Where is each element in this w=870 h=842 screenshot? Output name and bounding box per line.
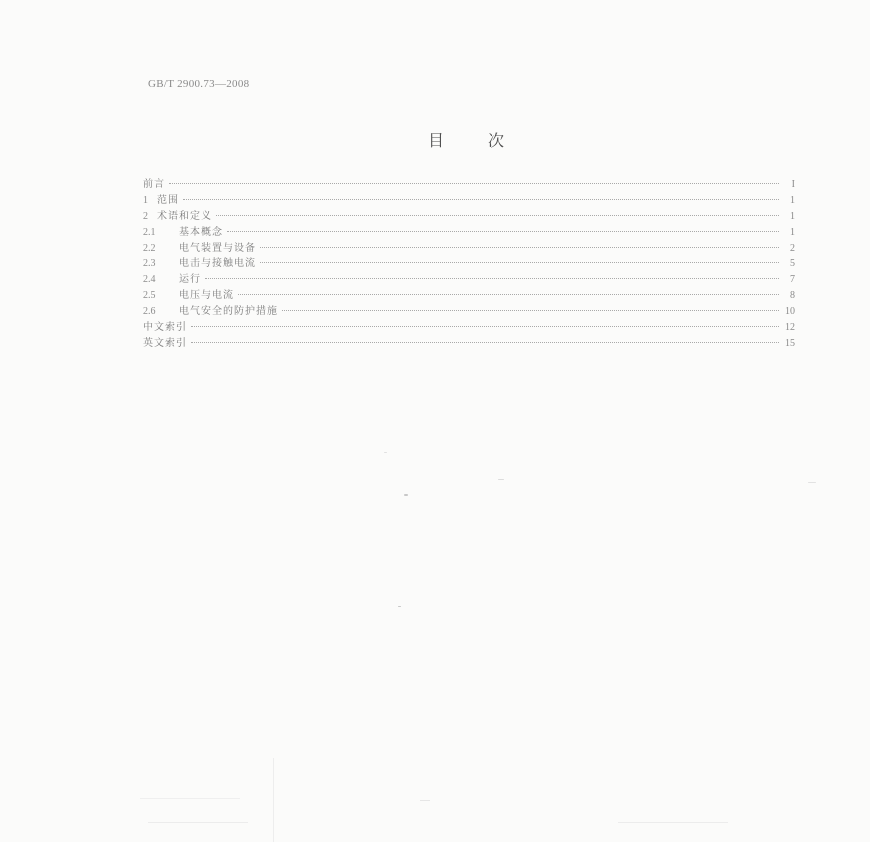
toc-entry-number: 2 bbox=[143, 210, 148, 222]
toc-leader-dots bbox=[191, 326, 779, 327]
toc-entry-2-1[interactable] bbox=[143, 223, 795, 239]
toc-entry-title: 电气装置与设备 bbox=[179, 242, 256, 254]
toc-entry-2-5[interactable] bbox=[143, 286, 795, 302]
toc-entry-foreword[interactable] bbox=[143, 175, 795, 191]
toc-entry-title: 运行 bbox=[179, 274, 201, 286]
toc-list bbox=[143, 175, 795, 350]
toc-leader-dots bbox=[238, 294, 779, 295]
toc-entry-page: 5 bbox=[790, 258, 795, 270]
toc-entry-terms[interactable] bbox=[143, 207, 795, 223]
toc-entry-2-6[interactable] bbox=[143, 302, 795, 318]
toc-entry-page: 1 bbox=[790, 210, 795, 222]
scan-speck bbox=[498, 479, 504, 480]
toc-leader-dots bbox=[216, 215, 779, 216]
toc-leader-dots bbox=[191, 342, 779, 343]
toc-entry-title: 基本概念 bbox=[179, 226, 223, 238]
toc-entry-2-4[interactable] bbox=[143, 270, 795, 286]
toc-leader-dots bbox=[260, 262, 779, 263]
scan-edge bbox=[148, 822, 248, 823]
toc-entry-number: 2.3 bbox=[143, 258, 156, 270]
toc-entry-english-index[interactable] bbox=[143, 334, 795, 350]
toc-entry-number: 2.4 bbox=[143, 274, 156, 286]
toc-entry-number: 1 bbox=[143, 194, 148, 206]
toc-leader-dots bbox=[282, 310, 779, 311]
toc-entry-title: 前言 bbox=[143, 179, 165, 190]
toc-entry-scope[interactable] bbox=[143, 191, 795, 207]
toc-entry-page: 1 bbox=[790, 194, 795, 206]
toc-entry-2-3[interactable] bbox=[143, 254, 795, 270]
toc-entry-page: 1 bbox=[790, 226, 795, 238]
standard-code: GB/T 2900.73—2008 bbox=[148, 78, 250, 90]
toc-entry-page: 8 bbox=[790, 290, 795, 302]
toc-title: 目次 bbox=[428, 131, 549, 150]
scan-speck bbox=[808, 482, 816, 483]
toc-entry-title: 电击与接触电流 bbox=[179, 258, 256, 270]
toc-leader-dots bbox=[205, 278, 779, 279]
toc-entry-title: 电压与电流 bbox=[179, 290, 234, 302]
toc-entry-number: 2.5 bbox=[143, 290, 156, 302]
toc-entry-2-2[interactable] bbox=[143, 239, 795, 255]
scan-edge bbox=[420, 800, 430, 801]
scan-edge bbox=[140, 798, 240, 799]
toc-leader-dots bbox=[227, 231, 779, 232]
toc-entry-title: 中文索引 bbox=[143, 322, 187, 334]
scan-speck bbox=[404, 494, 408, 496]
scan-speck bbox=[384, 452, 387, 453]
scan-edge bbox=[273, 758, 274, 842]
toc-entry-title: 术语和定义 bbox=[157, 210, 212, 222]
toc-entry-page: I bbox=[791, 179, 795, 190]
toc-leader-dots bbox=[169, 183, 779, 184]
toc-entry-page: 12 bbox=[785, 322, 795, 334]
toc-entry-title: 英文索引 bbox=[143, 337, 187, 349]
toc-entry-number: 2.2 bbox=[143, 242, 156, 254]
scan-edge bbox=[618, 822, 728, 823]
toc-entry-title: 范围 bbox=[157, 194, 179, 206]
scan-speck bbox=[398, 606, 401, 607]
toc-leader-dots bbox=[260, 247, 779, 248]
toc-entry-number: 2.6 bbox=[143, 306, 156, 318]
toc-entry-title: 电气安全的防护措施 bbox=[179, 306, 278, 318]
toc-entry-chinese-index[interactable] bbox=[143, 318, 795, 334]
toc-entry-page: 7 bbox=[790, 274, 795, 286]
toc-entry-page: 2 bbox=[790, 242, 795, 254]
toc-entry-page: 15 bbox=[785, 337, 795, 349]
toc-entry-number: 2.1 bbox=[143, 226, 156, 238]
toc-entry-page: 10 bbox=[785, 306, 795, 318]
toc-leader-dots bbox=[183, 199, 779, 200]
